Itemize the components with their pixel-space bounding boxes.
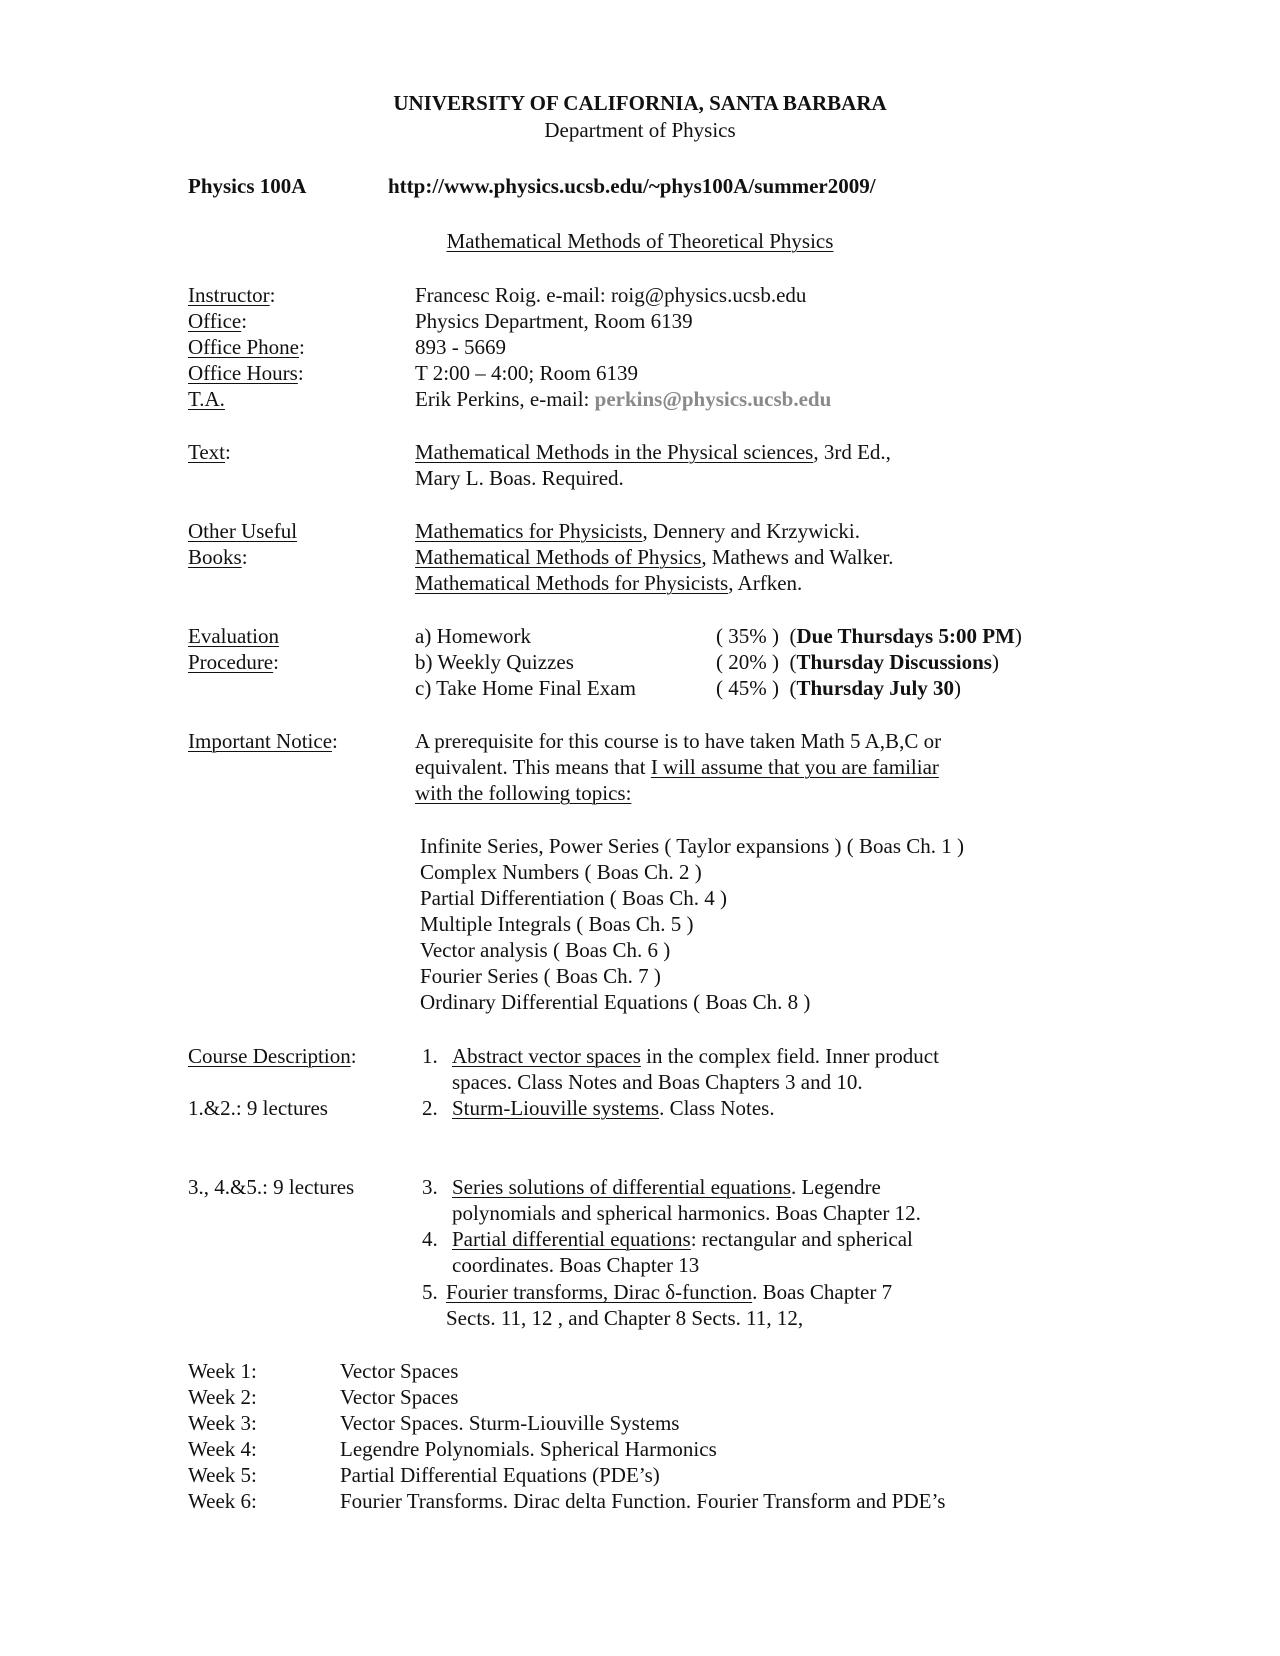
evaluation-item: c) Take Home Final Exam xyxy=(415,676,636,700)
schedule-topic: Vector Spaces. Sturm-Liouville Systems xyxy=(340,1411,680,1435)
topic-item: Partial Differentiation ( Boas Ch. 4 ) xyxy=(420,886,727,910)
course-url[interactable]: http://www.physics.ucsb.edu/~phys100A/summer2009/ xyxy=(388,174,876,198)
schedule-week: Week 1: xyxy=(188,1359,257,1383)
schedule-week: Week 6: xyxy=(188,1489,257,1513)
lectures-count: 1.&2.: 9 lectures xyxy=(188,1096,328,1120)
description-item-number: 2. xyxy=(422,1096,438,1120)
evaluation-label: Evaluation xyxy=(188,624,279,648)
description-item: Abstract vector spaces in the complex field. Inner product xyxy=(452,1044,939,1068)
schedule-week: Week 3: xyxy=(188,1411,257,1435)
notice-line: with the following topics: xyxy=(415,781,632,805)
ta-value: Erik Perkins, e-mail: perkins@physics.ucsb.edu xyxy=(415,387,832,411)
topic-item: Complex Numbers ( Boas Ch. 2 ) xyxy=(420,860,702,884)
description-item-cont: polynomials and spherical harmonics. Boas Chapter 12. xyxy=(452,1201,921,1225)
schedule-week: Week 5: xyxy=(188,1463,257,1487)
instructor-value: Francesc Roig. e-mail: roig@physics.ucsb.edu xyxy=(415,283,807,307)
schedule-topic: Vector Spaces xyxy=(340,1359,459,1383)
description-item-number: 3. xyxy=(422,1175,438,1199)
department-name: Department of Physics xyxy=(544,118,736,142)
description-item-cont: Sects. 11, 12 , and Chapter 8 Sects. 11, 12, xyxy=(446,1306,804,1330)
topic-item: Infinite Series, Power Series ( Taylor expansions ) ( Boas Ch. 1 ) xyxy=(420,834,965,858)
schedule-topic: Legendre Polynomials. Spherical Harmonics xyxy=(340,1437,717,1461)
course-title-text: Mathematical Methods of Theoretical Physics xyxy=(446,229,834,253)
description-item: Partial differential equations: rectangular and spherical xyxy=(452,1227,913,1251)
hours-label: Office Hours: xyxy=(188,361,304,385)
instructor-label: Instructor: xyxy=(188,283,276,307)
topic-item: Ordinary Differential Equations ( Boas Ch. 8 ) xyxy=(420,990,811,1014)
university-name: UNIVERSITY OF CALIFORNIA, SANTA BARBARA xyxy=(393,91,887,115)
description-item-cont: spaces. Class Notes and Boas Chapters 3 and 10. xyxy=(452,1070,863,1094)
topic-item: Multiple Integrals ( Boas Ch. 5 ) xyxy=(420,912,694,936)
schedule-week: Week 4: xyxy=(188,1437,257,1461)
notice-label: Important Notice: xyxy=(188,729,338,753)
other-books-label: Other Useful xyxy=(188,519,298,543)
description-label: Course Description: xyxy=(188,1044,357,1068)
phone-value: 893 - 5669 xyxy=(415,335,506,359)
office-value: Physics Department, Room 6139 xyxy=(415,309,693,333)
evaluation-weight: ( 20% ) (Thursday Discussions) xyxy=(716,650,999,674)
description-item: Fourier transforms, Dirac δ-function. Boas Chapter 7 xyxy=(446,1280,893,1304)
evaluation-weight: ( 45% ) (Thursday July 30) xyxy=(716,676,962,700)
text-label: Text: xyxy=(188,440,231,464)
evaluation-label-2: Procedure: xyxy=(188,650,279,674)
hours-value: T 2:00 – 4:00; Room 6139 xyxy=(415,361,639,385)
evaluation-item: a) Homework xyxy=(415,624,532,648)
lectures-count: 3., 4.&5.: 9 lectures xyxy=(188,1175,355,1199)
description-item-number: 5. xyxy=(422,1280,438,1304)
description-item-number: 4. xyxy=(422,1227,438,1251)
text-book-title: Mathematical Methods in the Physical sciences xyxy=(415,440,814,464)
ta-label: T.A. xyxy=(188,387,225,411)
notice-line: equivalent. This means that I will assume that you are familiar xyxy=(415,755,939,779)
other-book: Mathematics for Physicists, Dennery and Krzywicki. xyxy=(415,519,860,543)
description-item-number: 1. xyxy=(422,1044,438,1068)
text-book-author: Mary L. Boas. Required. xyxy=(415,466,624,490)
notice-line: A prerequisite for this course is to have taken Math 5 A,B,C or xyxy=(415,729,942,753)
ta-email[interactable]: perkins@physics.ucsb.edu xyxy=(594,387,832,411)
course-number: Physics 100A xyxy=(188,174,307,198)
office-label: Office: xyxy=(188,309,248,333)
schedule-topic: Partial Differential Equations (PDE’s) xyxy=(340,1463,660,1487)
schedule-week: Week 2: xyxy=(188,1385,257,1409)
other-book: Mathematical Methods for Physicists, Arfken. xyxy=(415,571,803,595)
course-title xyxy=(0,228,1280,254)
description-item: Series solutions of differential equations. Legendre xyxy=(452,1175,881,1199)
description-item: Sturm-Liouville systems. Class Notes. xyxy=(452,1096,775,1120)
other-books-label-2: Books: xyxy=(188,545,248,569)
schedule-topic: Fourier Transforms. Dirac delta Function. Fourier Transform and PDE’s xyxy=(340,1489,946,1513)
schedule-topic: Vector Spaces xyxy=(340,1385,459,1409)
topic-item: Vector analysis ( Boas Ch. 6 ) xyxy=(420,938,671,962)
evaluation-weight: ( 35% ) (Due Thursdays 5:00 PM) xyxy=(716,624,1022,648)
text-book: Mathematical Methods in the Physical sciences, 3rd Ed., xyxy=(415,440,891,464)
phone-label: Office Phone: xyxy=(188,335,305,359)
other-book: Mathematical Methods of Physics, Mathews and Walker. xyxy=(415,545,894,569)
description-item-cont: coordinates. Boas Chapter 13 xyxy=(452,1253,700,1277)
evaluation-item: b) Weekly Quizzes xyxy=(415,650,574,674)
topic-item: Fourier Series ( Boas Ch. 7 ) xyxy=(420,964,661,988)
